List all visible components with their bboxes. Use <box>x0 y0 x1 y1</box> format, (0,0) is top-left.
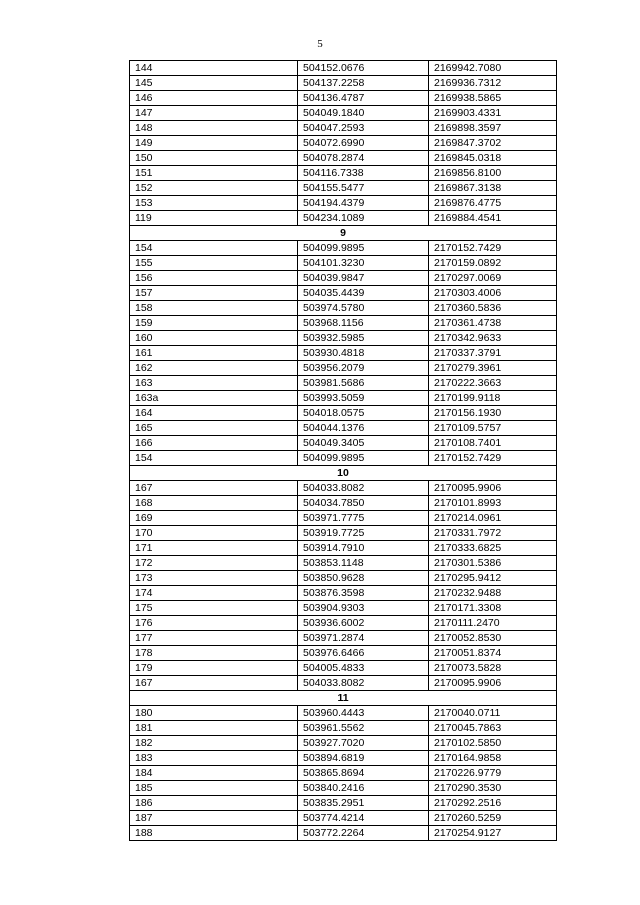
table-row <box>130 676 557 691</box>
table-row <box>130 361 557 376</box>
y-coordinate-cell: 2170292.2516 <box>429 796 557 811</box>
point-id-cell: 160 <box>130 331 298 346</box>
point-id-cell: 147 <box>130 106 298 121</box>
point-id-cell: 183 <box>130 751 298 766</box>
y-coordinate-cell: 2169938.5865 <box>429 91 557 106</box>
y-coordinate-cell: 2169903.4331 <box>429 106 557 121</box>
x-coordinate-cell: 503904.9303 <box>298 601 429 616</box>
point-id-cell: 149 <box>130 136 298 151</box>
point-id-cell: 187 <box>130 811 298 826</box>
x-coordinate-cell: 504137.2258 <box>298 76 429 91</box>
table-row <box>130 301 557 316</box>
x-coordinate-cell: 503961.5562 <box>298 721 429 736</box>
y-coordinate-cell: 2170301.5386 <box>429 556 557 571</box>
table-row <box>130 526 557 541</box>
x-coordinate-cell: 503774.4214 <box>298 811 429 826</box>
table-row <box>130 556 557 571</box>
y-coordinate-cell: 2170199.9118 <box>429 391 557 406</box>
coordinates-table <box>129 60 557 841</box>
table-row <box>130 721 557 736</box>
table-row <box>130 241 557 256</box>
y-coordinate-cell: 2169876.4775 <box>429 196 557 211</box>
x-coordinate-cell: 504033.8082 <box>298 481 429 496</box>
point-id-cell: 182 <box>130 736 298 751</box>
point-id-cell: 168 <box>130 496 298 511</box>
point-id-cell: 154 <box>130 451 298 466</box>
x-coordinate-cell: 503932.5985 <box>298 331 429 346</box>
y-coordinate-cell: 2170360.5836 <box>429 301 557 316</box>
table-row <box>130 271 557 286</box>
point-id-cell: 167 <box>130 481 298 496</box>
table-row <box>130 766 557 781</box>
x-coordinate-cell: 504194.4379 <box>298 196 429 211</box>
group-header-row <box>130 466 557 481</box>
x-coordinate-cell: 504078.2874 <box>298 151 429 166</box>
y-coordinate-cell: 2169847.3702 <box>429 136 557 151</box>
table-row <box>130 211 557 226</box>
point-id-cell: 175 <box>130 601 298 616</box>
x-coordinate-cell: 503971.7775 <box>298 511 429 526</box>
y-coordinate-cell: 2169856.8100 <box>429 166 557 181</box>
y-coordinate-cell: 2170222.3663 <box>429 376 557 391</box>
y-coordinate-cell: 2170095.9906 <box>429 481 557 496</box>
x-coordinate-cell: 503772.2264 <box>298 826 429 841</box>
y-coordinate-cell: 2170260.5259 <box>429 811 557 826</box>
table-row <box>130 481 557 496</box>
table-row <box>130 541 557 556</box>
x-coordinate-cell: 504049.3405 <box>298 436 429 451</box>
y-coordinate-cell: 2170095.9906 <box>429 676 557 691</box>
y-coordinate-cell: 2170342.9633 <box>429 331 557 346</box>
y-coordinate-cell: 2169942.7080 <box>429 61 557 76</box>
x-coordinate-cell: 503971.2874 <box>298 631 429 646</box>
point-id-cell: 172 <box>130 556 298 571</box>
point-id-cell: 185 <box>130 781 298 796</box>
table-row <box>130 781 557 796</box>
coordinates-table-body <box>130 61 557 841</box>
x-coordinate-cell: 503968.1156 <box>298 316 429 331</box>
table-row <box>130 826 557 841</box>
point-id-cell: 157 <box>130 286 298 301</box>
x-coordinate-cell: 504136.4787 <box>298 91 429 106</box>
point-id-cell: 161 <box>130 346 298 361</box>
point-id-cell: 163 <box>130 376 298 391</box>
y-coordinate-cell: 2169936.7312 <box>429 76 557 91</box>
x-coordinate-cell: 504152.0676 <box>298 61 429 76</box>
point-id-cell: 177 <box>130 631 298 646</box>
group-label: 11 <box>130 691 557 706</box>
y-coordinate-cell: 2170297.0069 <box>429 271 557 286</box>
table-row <box>130 661 557 676</box>
y-coordinate-cell: 2169884.4541 <box>429 211 557 226</box>
table-row <box>130 76 557 91</box>
y-coordinate-cell: 2170337.3791 <box>429 346 557 361</box>
point-id-cell: 178 <box>130 646 298 661</box>
point-id-cell: 162 <box>130 361 298 376</box>
table-row <box>130 181 557 196</box>
y-coordinate-cell: 2170052.8530 <box>429 631 557 646</box>
x-coordinate-cell: 504035.4439 <box>298 286 429 301</box>
y-coordinate-cell: 2169845.0318 <box>429 151 557 166</box>
y-coordinate-cell: 2170156.1930 <box>429 406 557 421</box>
y-coordinate-cell: 2170214.0961 <box>429 511 557 526</box>
point-id-cell: 159 <box>130 316 298 331</box>
point-id-cell: 167 <box>130 676 298 691</box>
point-id-cell: 171 <box>130 541 298 556</box>
table-row <box>130 391 557 406</box>
table-row <box>130 631 557 646</box>
table-row <box>130 106 557 121</box>
x-coordinate-cell: 503840.2416 <box>298 781 429 796</box>
x-coordinate-cell: 503981.5686 <box>298 376 429 391</box>
table-row <box>130 421 557 436</box>
x-coordinate-cell: 504116.7338 <box>298 166 429 181</box>
y-coordinate-cell: 2170111.2470 <box>429 616 557 631</box>
point-id-cell: 146 <box>130 91 298 106</box>
point-id-cell: 148 <box>130 121 298 136</box>
point-id-cell: 163a <box>130 391 298 406</box>
point-id-cell: 180 <box>130 706 298 721</box>
y-coordinate-cell: 2170254.9127 <box>429 826 557 841</box>
point-id-cell: 154 <box>130 241 298 256</box>
y-coordinate-cell: 2170333.6825 <box>429 541 557 556</box>
point-id-cell: 176 <box>130 616 298 631</box>
table-row <box>130 316 557 331</box>
point-id-cell: 150 <box>130 151 298 166</box>
x-coordinate-cell: 503853.1148 <box>298 556 429 571</box>
x-coordinate-cell: 503865.8694 <box>298 766 429 781</box>
table-row <box>130 61 557 76</box>
y-coordinate-cell: 2170226.9779 <box>429 766 557 781</box>
point-id-cell: 145 <box>130 76 298 91</box>
table-row <box>130 136 557 151</box>
table-row <box>130 451 557 466</box>
table-row <box>130 376 557 391</box>
x-coordinate-cell: 503976.6466 <box>298 646 429 661</box>
table-row <box>130 736 557 751</box>
table-row <box>130 496 557 511</box>
group-header-row <box>130 691 557 706</box>
x-coordinate-cell: 504099.9895 <box>298 241 429 256</box>
y-coordinate-cell: 2170108.7401 <box>429 436 557 451</box>
y-coordinate-cell: 2170051.8374 <box>429 646 557 661</box>
point-id-cell: 166 <box>130 436 298 451</box>
point-id-cell: 156 <box>130 271 298 286</box>
table-row <box>130 706 557 721</box>
y-coordinate-cell: 2170290.3530 <box>429 781 557 796</box>
x-coordinate-cell: 504234.1089 <box>298 211 429 226</box>
table-row <box>130 616 557 631</box>
y-coordinate-cell: 2170171.3308 <box>429 601 557 616</box>
x-coordinate-cell: 503919.7725 <box>298 526 429 541</box>
y-coordinate-cell: 2170159.0892 <box>429 256 557 271</box>
table-row <box>130 511 557 526</box>
point-id-cell: 151 <box>130 166 298 181</box>
x-coordinate-cell: 503930.4818 <box>298 346 429 361</box>
x-coordinate-cell: 503850.9628 <box>298 571 429 586</box>
table-row <box>130 346 557 361</box>
y-coordinate-cell: 2170303.4006 <box>429 286 557 301</box>
x-coordinate-cell: 504034.7850 <box>298 496 429 511</box>
table-row <box>130 646 557 661</box>
x-coordinate-cell: 503956.2079 <box>298 361 429 376</box>
y-coordinate-cell: 2170152.7429 <box>429 451 557 466</box>
y-coordinate-cell: 2170361.4738 <box>429 316 557 331</box>
table-row <box>130 796 557 811</box>
table-row <box>130 751 557 766</box>
group-header-row <box>130 226 557 241</box>
table-row <box>130 196 557 211</box>
point-id-cell: 165 <box>130 421 298 436</box>
x-coordinate-cell: 503993.5059 <box>298 391 429 406</box>
point-id-cell: 144 <box>130 61 298 76</box>
y-coordinate-cell: 2170295.9412 <box>429 571 557 586</box>
x-coordinate-cell: 504101.3230 <box>298 256 429 271</box>
table-row <box>130 151 557 166</box>
y-coordinate-cell: 2170152.7429 <box>429 241 557 256</box>
x-coordinate-cell: 504047.2593 <box>298 121 429 136</box>
table-row <box>130 571 557 586</box>
table-row <box>130 256 557 271</box>
point-id-cell: 179 <box>130 661 298 676</box>
table-row <box>130 811 557 826</box>
x-coordinate-cell: 504005.4833 <box>298 661 429 676</box>
x-coordinate-cell: 504155.5477 <box>298 181 429 196</box>
y-coordinate-cell: 2169898.3597 <box>429 121 557 136</box>
page-number: 5 <box>317 38 323 50</box>
x-coordinate-cell: 504044.1376 <box>298 421 429 436</box>
x-coordinate-cell: 504033.8082 <box>298 676 429 691</box>
point-id-cell: 169 <box>130 511 298 526</box>
x-coordinate-cell: 504039.9847 <box>298 271 429 286</box>
point-id-cell: 181 <box>130 721 298 736</box>
point-id-cell: 119 <box>130 211 298 226</box>
x-coordinate-cell: 504049.1840 <box>298 106 429 121</box>
x-coordinate-cell: 503914.7910 <box>298 541 429 556</box>
y-coordinate-cell: 2170040.0711 <box>429 706 557 721</box>
table-row <box>130 121 557 136</box>
y-coordinate-cell: 2170164.9858 <box>429 751 557 766</box>
table-row <box>130 586 557 601</box>
point-id-cell: 174 <box>130 586 298 601</box>
x-coordinate-cell: 503936.6002 <box>298 616 429 631</box>
point-id-cell: 158 <box>130 301 298 316</box>
y-coordinate-cell: 2170232.9488 <box>429 586 557 601</box>
y-coordinate-cell: 2170073.5828 <box>429 661 557 676</box>
y-coordinate-cell: 2169867.3138 <box>429 181 557 196</box>
table-row <box>130 601 557 616</box>
y-coordinate-cell: 2170101.8993 <box>429 496 557 511</box>
x-coordinate-cell: 503835.2951 <box>298 796 429 811</box>
point-id-cell: 152 <box>130 181 298 196</box>
group-label: 9 <box>130 226 557 241</box>
point-id-cell: 155 <box>130 256 298 271</box>
point-id-cell: 153 <box>130 196 298 211</box>
table-row <box>130 286 557 301</box>
point-id-cell: 164 <box>130 406 298 421</box>
x-coordinate-cell: 503927.7020 <box>298 736 429 751</box>
x-coordinate-cell: 504072.6990 <box>298 136 429 151</box>
x-coordinate-cell: 503894.6819 <box>298 751 429 766</box>
x-coordinate-cell: 504099.9895 <box>298 451 429 466</box>
y-coordinate-cell: 2170331.7972 <box>429 526 557 541</box>
table-row <box>130 331 557 346</box>
x-coordinate-cell: 503960.4443 <box>298 706 429 721</box>
table-row <box>130 166 557 181</box>
y-coordinate-cell: 2170109.5757 <box>429 421 557 436</box>
point-id-cell: 186 <box>130 796 298 811</box>
point-id-cell: 170 <box>130 526 298 541</box>
x-coordinate-cell: 504018.0575 <box>298 406 429 421</box>
y-coordinate-cell: 2170102.5850 <box>429 736 557 751</box>
y-coordinate-cell: 2170279.3961 <box>429 361 557 376</box>
point-id-cell: 184 <box>130 766 298 781</box>
point-id-cell: 188 <box>130 826 298 841</box>
table-row <box>130 91 557 106</box>
x-coordinate-cell: 503974.5780 <box>298 301 429 316</box>
table-row <box>130 406 557 421</box>
x-coordinate-cell: 503876.3598 <box>298 586 429 601</box>
group-label: 10 <box>130 466 557 481</box>
table-row <box>130 436 557 451</box>
y-coordinate-cell: 2170045.7863 <box>429 721 557 736</box>
point-id-cell: 173 <box>130 571 298 586</box>
